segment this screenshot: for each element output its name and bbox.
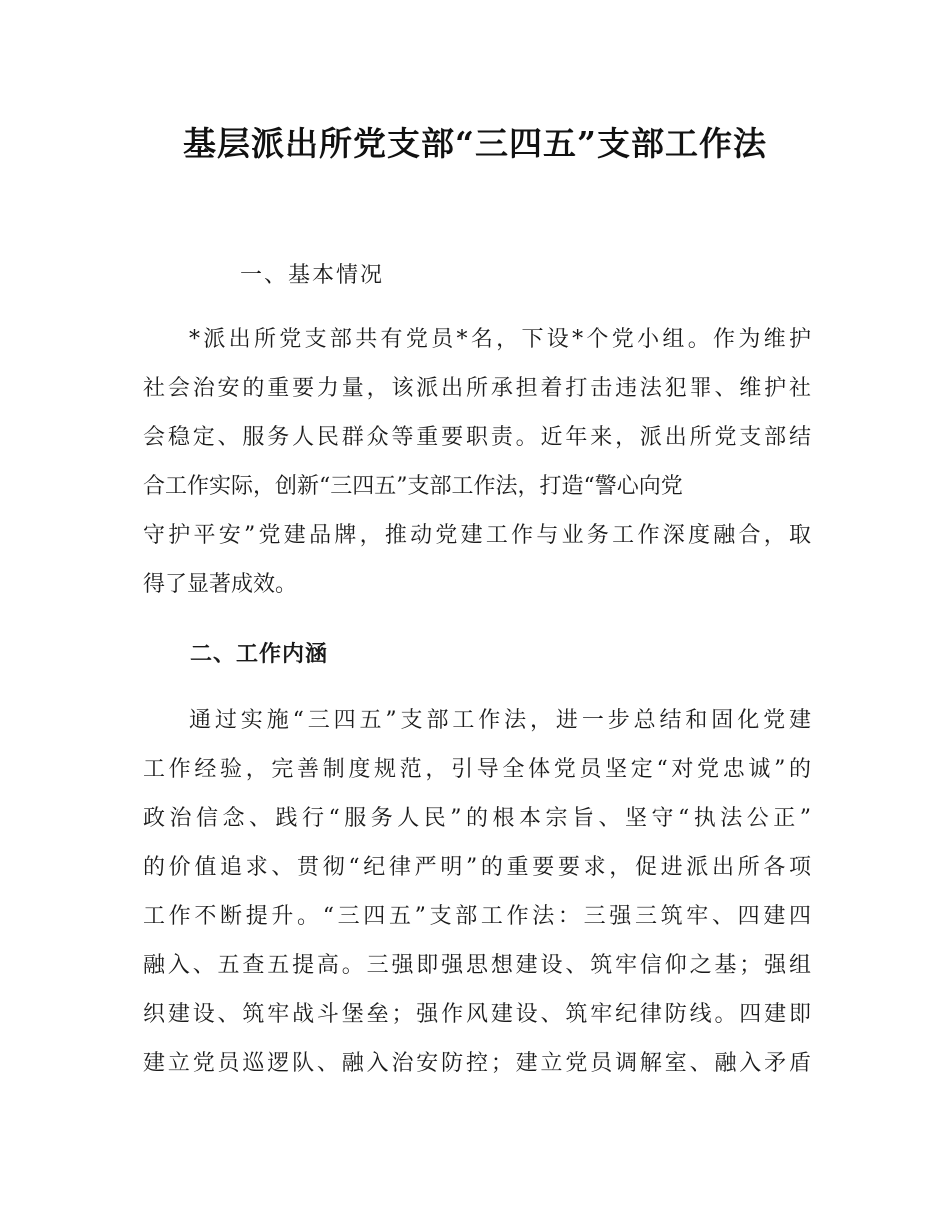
paragraph-line: 会稳定、服务人民群众等重要职责。近年来，派出所党支部结: [143, 425, 811, 450]
paragraph-line: 织建设、筑牢战斗堡垒；强作风建设、筑牢纪律防线。四建即: [143, 1002, 811, 1027]
paragraph-line: 守护平安”党建品牌，推动党建工作与业务工作深度融合，取: [143, 523, 811, 548]
paragraph-line: 政治信念、践行“服务人民”的根本宗旨、坚守“执法公正”: [143, 806, 811, 831]
paragraph-basic-info: [143, 315, 811, 609]
paragraph-line: 合工作实际，创新“三四五”支部工作法，打造“警心向党: [143, 474, 683, 499]
paragraph-line: 社会治安的重要力量，该派出所承担着打击违法犯罪、维护社: [143, 376, 811, 401]
paragraph-line: 通过实施“三四五”支部工作法，进一步总结和固化党建: [189, 708, 811, 733]
paragraph-line: *派出所党支部共有党员*名，下设*个党小组。作为维护: [189, 327, 811, 352]
document-title: 基层派出所党支部“三四五”支部工作法: [183, 124, 767, 163]
section-heading-work-connotation: 二、工作内涵: [190, 641, 329, 667]
section-heading-basic-info: 一、基本情况: [240, 263, 385, 288]
paragraph-line: 工作经验，完善制度规范，引导全体党员坚定“对党忠诚”的: [143, 757, 811, 782]
paragraph-line: 得了显著成效。: [143, 572, 298, 597]
paragraph-line: 融入、五查五提高。三强即强思想建设、筑牢信仰之基；强组: [143, 953, 811, 978]
paragraph-line: 的价值追求、贯彻“纪律严明”的重要要求，促进派出所各项: [143, 855, 811, 880]
paragraph-line: 建立党员巡逻队、融入治安防控；建立党员调解室、融入矛盾: [143, 1051, 811, 1076]
paragraph-line: 工作不断提升。“三四五”支部工作法：三强三筑牢、四建四: [143, 904, 811, 929]
paragraph-work-connotation: [143, 696, 811, 1088]
